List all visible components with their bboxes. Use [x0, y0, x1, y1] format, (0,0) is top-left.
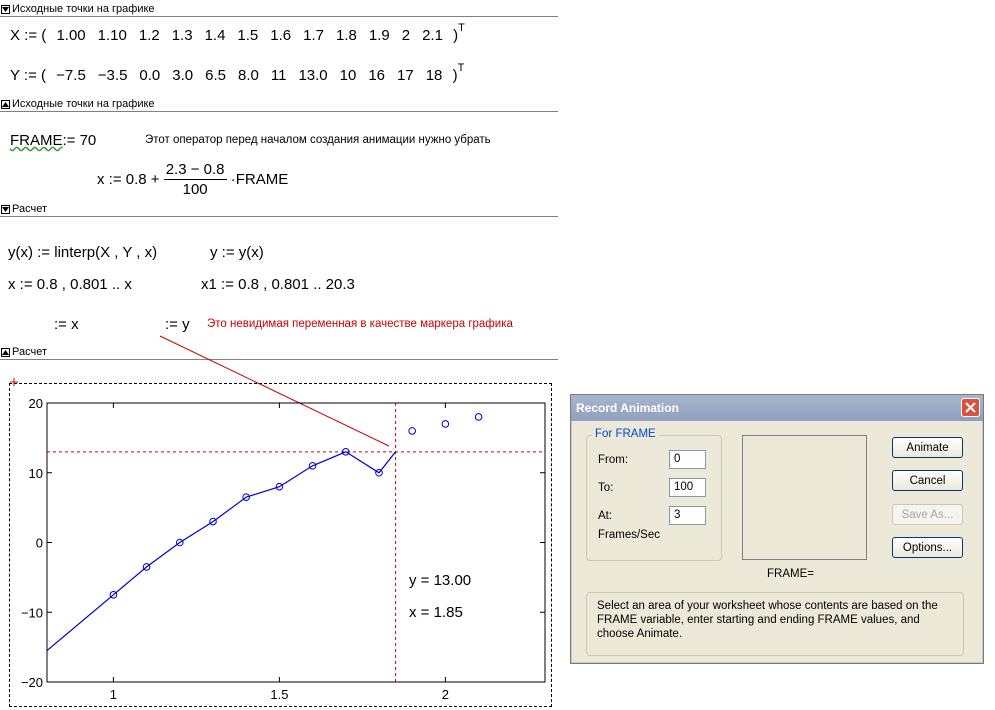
vector-element: 1.8 [336, 27, 357, 44]
animate-button[interactable]: Animate [892, 437, 963, 458]
to-label: To: [598, 482, 614, 494]
y-assign[interactable]: y := y(x) [210, 244, 264, 261]
vector-element: 1.4 [204, 27, 226, 44]
vector-element: 18 [425, 67, 443, 84]
frames-per-sec-label: Frames/Sec [598, 529, 660, 541]
y-tick-label: −10 [20, 605, 43, 621]
info-box [586, 592, 964, 656]
vector-element: 1.00 [56, 27, 86, 44]
y-vector-lhs: Y := ( [10, 67, 46, 84]
data-point-marker [442, 421, 449, 428]
hidden-note: Это невидимая переменная в качестве маркера графика [207, 318, 513, 330]
vector-element: 1.7 [303, 27, 324, 44]
x-tick-label: 2 [441, 687, 450, 702]
vector-element: 10 [339, 67, 357, 84]
x-range-definition[interactable]: x := 0.8 , 0.801 .. x [8, 276, 132, 293]
hidden-y-assign[interactable]: := y [165, 316, 190, 333]
frame-note: Этот оператор перед началом создания анимации нужно убрать [145, 134, 491, 146]
dialog-title: Record Animation [576, 401, 679, 415]
x-frame-lhs: x := 0.8 + [97, 171, 160, 188]
vector-element: 1.10 [97, 27, 127, 44]
plot-axes-frame [47, 403, 545, 682]
vector-element: −7.5 [56, 67, 86, 84]
line-plot[interactable] [0, 360, 560, 710]
dialog-title-bar[interactable] [571, 395, 983, 421]
data-point-marker [409, 428, 416, 435]
info-text: Select an area of your worksheet whose contents are based on the FRAME variable, enter starting and ending FRAME values, and choose Animate. [597, 600, 938, 640]
vector-element: 1.5 [237, 27, 259, 44]
record-animation-dialog[interactable] [570, 394, 984, 664]
x-tick-label: 1 [109, 687, 118, 702]
animation-preview [742, 435, 867, 560]
close-icon [965, 402, 976, 413]
frame-assign: := 70 [62, 132, 97, 149]
vector-element: 2 [401, 27, 411, 44]
hidden-x-assign[interactable]: := x [54, 316, 79, 333]
close-button[interactable] [961, 398, 980, 417]
vector-element: 17 [397, 67, 414, 84]
vector-element: 16 [368, 67, 386, 84]
options-button[interactable]: Options... [892, 537, 963, 558]
vector-element: 1.6 [270, 27, 292, 44]
frame-name: FRAME [10, 132, 63, 149]
at-label: At: [598, 510, 613, 522]
region-label: Исходные точки на графике [12, 3, 155, 15]
frame-readout-label: FRAME= [767, 568, 814, 580]
y-tick-label: −20 [20, 675, 43, 690]
vector-element: 1.2 [138, 27, 160, 44]
vector-element: 11 [270, 67, 287, 84]
save-as-button[interactable]: Save As... [892, 504, 963, 525]
vector-element: 2.1 [422, 27, 443, 44]
vector-element: −3.5 [97, 67, 128, 84]
y-tick-label: 0 [35, 535, 43, 551]
from-input[interactable]: 0 [669, 450, 706, 469]
y-vector-rhs: ) [452, 67, 458, 84]
x-frame-rhs: ·FRAME [230, 171, 289, 188]
vector-element: 1.9 [368, 27, 390, 44]
region-label: Исходные точки на графике [12, 98, 155, 110]
vector-element: 1.3 [171, 27, 193, 44]
plot-readout-x: x = 1.85 [409, 604, 463, 621]
fraction-denominator: 100 [182, 181, 208, 198]
x-vector-lhs: X := ( [10, 27, 47, 44]
to-input[interactable]: 100 [669, 478, 706, 497]
at-input[interactable]: 3 [669, 506, 706, 525]
cancel-button[interactable]: Cancel [892, 470, 963, 491]
transpose-sup: T [458, 22, 465, 34]
y-tick-label: 10 [28, 465, 43, 481]
interpolation-line [47, 452, 396, 651]
vector-element: 3.0 [172, 67, 194, 84]
region-label: Расчет [12, 203, 47, 215]
x1-range-definition[interactable]: x1 := 0.8 , 0.801 .. 20.3 [201, 276, 355, 293]
vector-element: 13.0 [298, 67, 328, 84]
region-label: Расчет [12, 346, 47, 358]
data-point-marker [475, 414, 482, 421]
vector-element: 6.5 [205, 67, 226, 84]
vector-element: 8.0 [238, 67, 259, 84]
fraction-numerator: 2.3 − 0.8 [165, 161, 225, 178]
transpose-sup: T [457, 62, 465, 74]
x-tick-label: 1.5 [270, 687, 289, 702]
from-label: From: [598, 454, 629, 466]
x-vector-rhs: ) [453, 27, 459, 44]
vector-element: 0.0 [139, 67, 161, 84]
interp-definition[interactable]: y(x) := linterp(X , Y , x) [8, 244, 158, 261]
plot-readout-y: y = 13.00 [409, 572, 472, 589]
for-frame-group-label: For FRAME [592, 428, 659, 440]
y-tick-label: 20 [28, 396, 43, 411]
